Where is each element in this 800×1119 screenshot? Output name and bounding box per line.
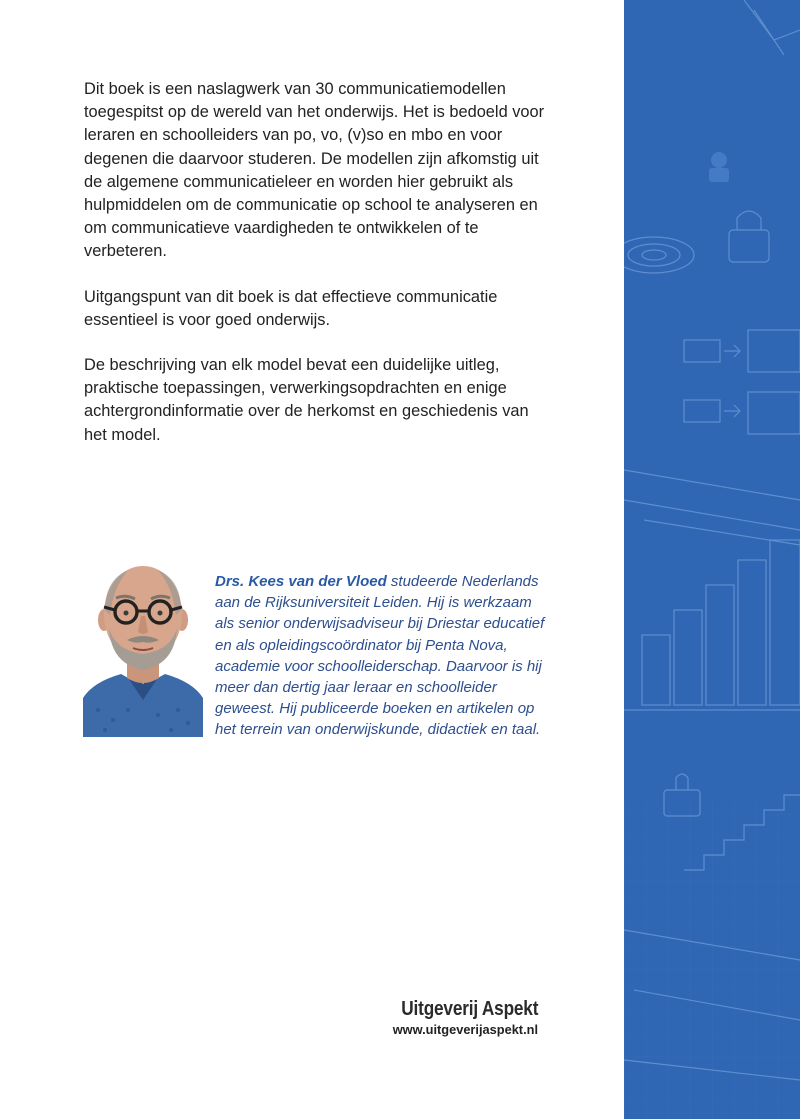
- author-bio: [215, 571, 545, 741]
- publisher-block: [379, 998, 538, 1037]
- blue-illustration-panel: [624, 0, 800, 1119]
- blurb-paragraph-3: De beschrijving van elk model bevat een duidelijke uitleg, praktische toepassingen, verwerkingsopdrachten en enige achtergrondinformatie over de herkomst en geschiedenis van het model.: [84, 356, 529, 444]
- publisher-url: www.uitgeverijaspekt.nl: [392, 1022, 538, 1037]
- sketch-pattern: [624, 0, 800, 1119]
- author-name: Drs. Kees van der Vloed: [215, 573, 387, 590]
- blurb-paragraph-1: Dit boek is een naslagwerk van 30 communicatiemodellen toegespitst op de wereld van het onderwijs. Het is bedoeld voor leraren en schoolleiders van po, vo, (v)so en mbo en voor degenen die daarvoor studeren. De modellen zijn afkomstig uit de algemene communicatieleer en worden hier gebruikt als hulpmiddelen om de communicatie op school te analyseren en om communicatieve vaardigheden te ontwikkelen of te verbeteren.: [84, 80, 545, 261]
- author-bio-text: studeerde Nederlands aan de Rijksuniversiteit Leiden. Hij is werkzaam als senior onderwijsadviseur bij Driestar educatief en als opleidingscoördinator bij Penta Nova, academie voor schoolleiderschap. Daarvoor is hij meer dan dertig jaar leraar en schoolleider geweest. Hij publiceerde boeken en artikelen op het terrein van onderwijskunde, didactiek en taal.: [215, 573, 545, 739]
- blurb-paragraph-2: Uitgangspunt van dit boek is dat effectieve communicatie essentieel is voor goed onderwijs.: [84, 287, 498, 329]
- blurb-text: [84, 78, 554, 469]
- author-photo: [83, 560, 203, 737]
- publisher-name: Uitgeverij Aspekt: [401, 998, 538, 1020]
